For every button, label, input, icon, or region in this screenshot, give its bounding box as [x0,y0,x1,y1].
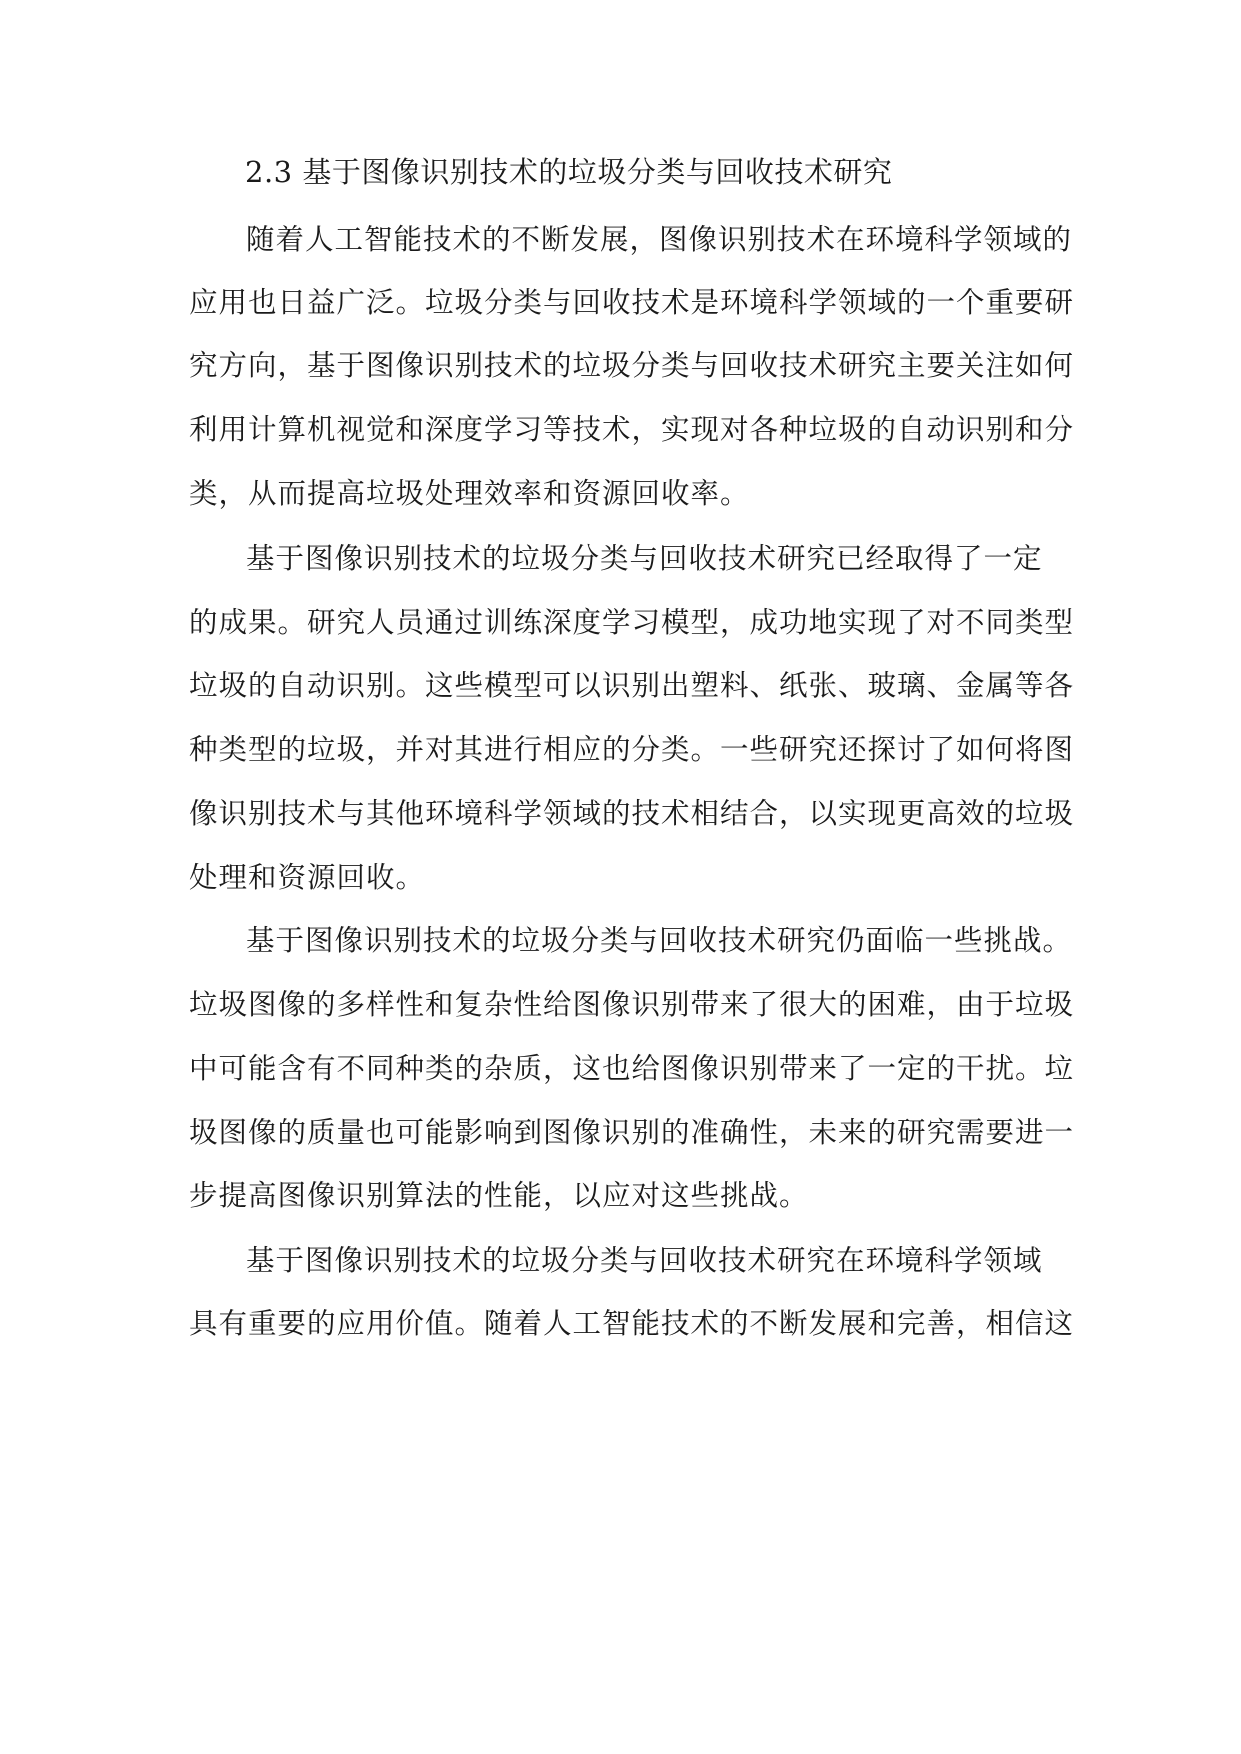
paragraph-1-line-4: 利用计算机视觉和深度学习等技术，实现对各种垃圾的自动识别和分 [189,413,1075,446]
paragraph-3-line-1: 基于图像识别技术的垃圾分类与回收技术研究仍面临一些挑战。 [246,924,1073,957]
paragraph-2-line-6: 处理和资源回收。 [189,861,426,894]
section-heading: 2.3 基于图像识别技术的垃圾分类与回收技术研究 [245,155,893,189]
paragraph-1-line-5: 类，从而提高垃圾处理效率和资源回收率。 [189,477,750,510]
paragraph-2-line-2: 的成果。研究人员通过训练深度学习模型，成功地实现了对不同类型 [189,606,1075,639]
paragraph-4-line-1: 基于图像识别技术的垃圾分类与回收技术研究在环境科学领域 [246,1244,1043,1277]
paragraph-1-line-2: 应用也日益广泛。垃圾分类与回收技术是环境科学领域的一个重要研 [189,286,1075,319]
paragraph-3-line-3: 中可能含有不同种类的杂质，这也给图像识别带来了一定的干扰。垃 [189,1052,1075,1085]
paragraph-1-line-3: 究方向，基于图像识别技术的垃圾分类与回收技术研究主要关注如何 [189,349,1075,382]
paragraph-2-line-4: 种类型的垃圾，并对其进行相应的分类。一些研究还探讨了如何将图 [189,733,1075,766]
paragraph-3-line-2: 垃圾图像的多样性和复杂性给图像识别带来了很大的困难，由于垃圾 [189,988,1075,1021]
paragraph-2-line-3: 垃圾的自动识别。这些模型可以识别出塑料、纸张、玻璃、金属等各 [189,669,1075,702]
paragraph-2-line-5: 像识别技术与其他环境科学领域的技术相结合，以实现更高效的垃圾 [189,797,1075,830]
paragraph-3-line-5: 步提高图像识别算法的性能，以应对这些挑战。 [189,1179,809,1212]
paragraph-3-line-4: 圾图像的质量也可能影响到图像识别的准确性，未来的研究需要进一 [189,1116,1075,1149]
paragraph-4-line-2: 具有重要的应用价值。随着人工智能技术的不断发展和完善，相信这 [189,1307,1075,1340]
paragraph-2-line-1: 基于图像识别技术的垃圾分类与回收技术研究已经取得了一定 [246,542,1043,575]
paragraph-1-line-1: 随着人工智能技术的不断发展，图像识别技术在环境科学领域的 [246,223,1073,256]
